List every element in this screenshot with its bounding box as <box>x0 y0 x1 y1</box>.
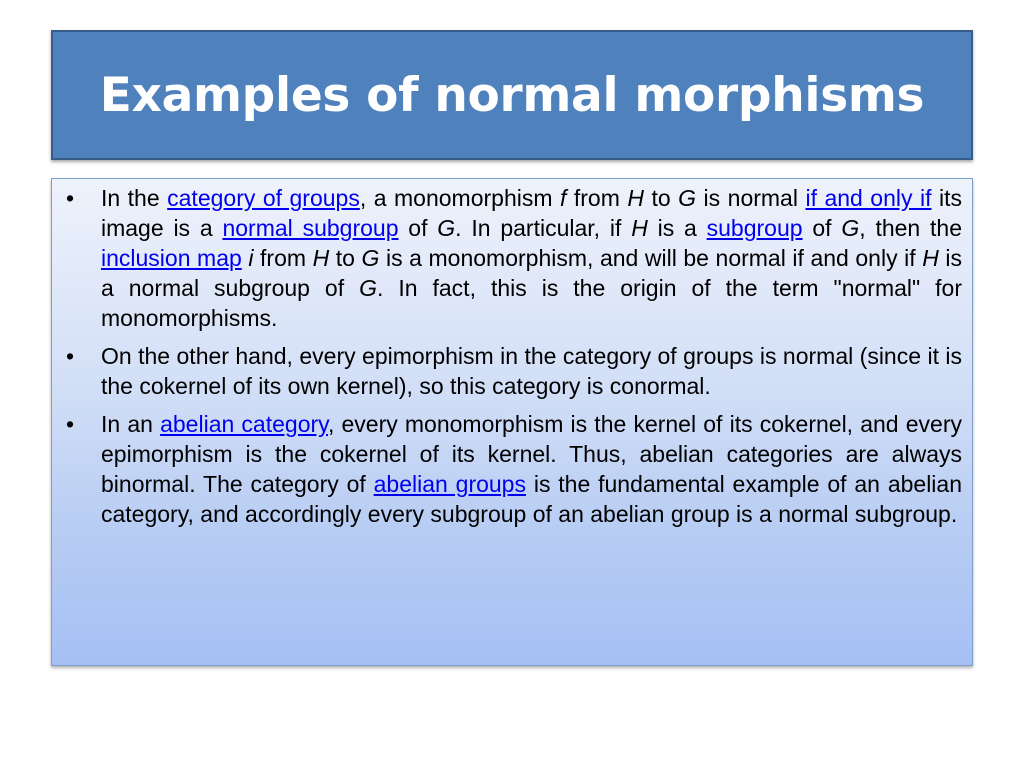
math-variable: G <box>437 215 456 241</box>
bullet-text: is the fundamental example of an abelian category, and accordingly every subgroup of an abelian group is a normal subgroup. <box>101 471 962 527</box>
bullet-text: . In fact, this is the origin of the term "normal" for monomorphisms. <box>101 275 962 331</box>
math-variable: f <box>560 185 567 211</box>
bullet-text: , a monomorphism <box>359 185 560 211</box>
math-variable: G <box>841 215 860 241</box>
bullet-text: In the <box>101 185 168 211</box>
bullet-text: to <box>329 245 362 271</box>
bullet-item <box>52 341 962 401</box>
bullet-text: is a normal subgroup of <box>101 245 962 301</box>
bullet-text: its image is a <box>101 185 962 241</box>
math-variable: H <box>627 185 644 211</box>
bullet-text: On the other hand, every epimorphism in the category of groups is normal (since it is the cokernel of its own kernel), so this category is conormal. <box>101 343 962 399</box>
wiki-link[interactable]: subgroup <box>706 215 803 241</box>
bullet-text: of <box>802 215 842 241</box>
bullet-text: . In particular, if <box>455 215 632 241</box>
math-variable: i <box>248 245 254 271</box>
title-banner <box>51 30 973 160</box>
wiki-link[interactable]: abelian category <box>160 411 328 437</box>
math-variable: G <box>678 185 697 211</box>
content-panel <box>51 178 973 666</box>
bullet-icon: • <box>65 343 75 369</box>
bullet-text: is a <box>647 215 707 241</box>
bullet-text: In an <box>101 411 161 437</box>
bullet-text: from <box>253 245 313 271</box>
wiki-link[interactable]: normal subgroup <box>222 215 399 241</box>
wiki-link[interactable]: inclusion map <box>101 245 242 271</box>
bullet-icon: • <box>65 185 75 211</box>
bullet-list <box>52 179 972 529</box>
math-variable: H <box>631 215 648 241</box>
bullet-text: is normal <box>696 185 806 211</box>
wiki-link[interactable]: abelian groups <box>373 471 526 497</box>
math-variable: G <box>359 275 377 301</box>
math-variable: H <box>312 245 330 271</box>
bullet-item <box>52 409 962 529</box>
bullet-text: to <box>644 185 679 211</box>
slide-title: Examples of normal morphisms <box>99 67 925 123</box>
wiki-link[interactable]: if and only if <box>805 185 932 211</box>
bullet-text: is a monomorphism, and will be normal if and only if <box>379 245 923 271</box>
bullet-icon: • <box>65 411 75 437</box>
bullet-text: , every monomorphism is the kernel of its cokernel, and every epimorphism is the cokernel of its kernel. Thus, abelian categories are always binormal. The category of <box>101 411 962 497</box>
bullet-item <box>52 183 962 333</box>
bullet-text: , then the <box>859 215 962 241</box>
wiki-link[interactable]: category of groups <box>167 185 360 211</box>
math-variable: H <box>922 245 939 271</box>
math-variable: G <box>361 245 380 271</box>
bullet-text: of <box>398 215 438 241</box>
bullet-text: from <box>566 185 628 211</box>
